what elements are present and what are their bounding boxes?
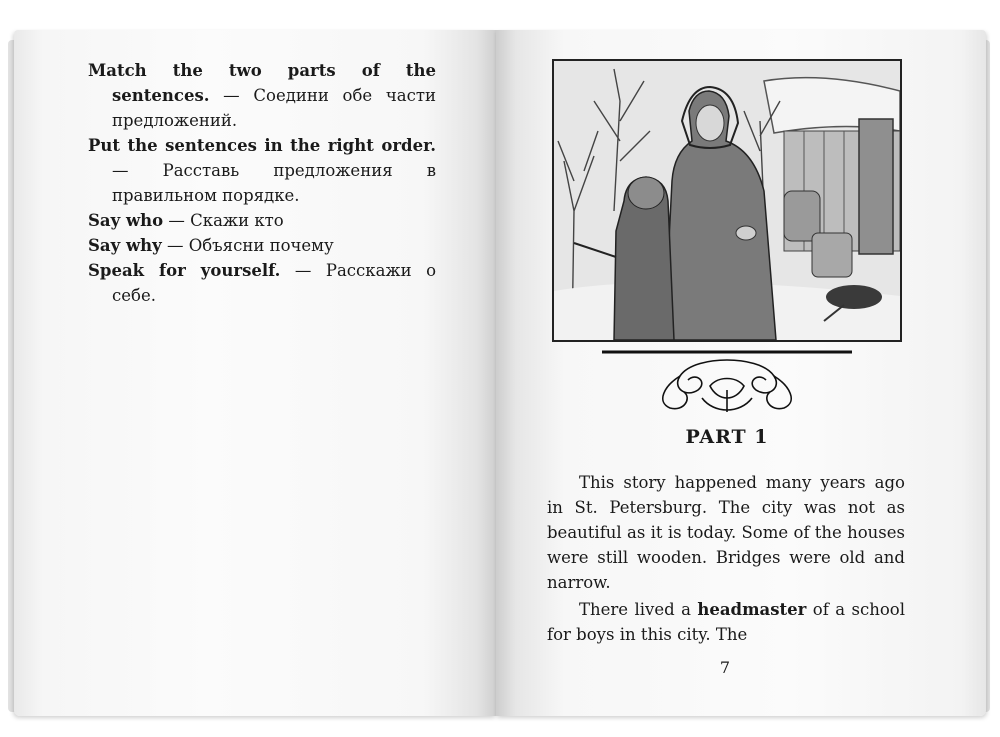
paragraph-text: There lived a [579,600,698,619]
glossary-translation: — Скажи кто [163,211,284,230]
story-illustration [552,59,902,342]
part-title: PART 1 [685,426,769,448]
glossary-entry [88,258,436,308]
story-text [547,470,905,647]
instruction-glossary [88,58,436,308]
glossary-term: Say why [88,236,162,255]
highlighted-word: headmaster [697,600,807,619]
glossary-translation: — Расставь предложения в правильном порядке. [112,161,436,205]
page-number: 7 [719,658,731,677]
paragraph-text: of a school for boys in this city. The [547,600,905,644]
glossary-translation: — Расскажи о себе. [112,261,436,305]
illustration-drawing [554,61,900,340]
glossary-entry [88,133,436,208]
glossary-term: Speak for yourself. [88,261,281,280]
ornament-divider [600,346,854,418]
glossary-term: Match the two parts of the sentences. [88,61,436,105]
glossary-entry [88,208,436,233]
glossary-entry [88,58,436,133]
story-paragraph [547,597,905,647]
story-paragraph: This story happened many years ago in St. Petersburg. The city was not as beautiful as it is today. Some of the houses were still wooden. Bridges were old and narrow. [547,473,905,592]
glossary-translation: — Соедини обе части предложений. [112,86,436,130]
glossary-term: Put the sentences in the right order. [88,136,436,155]
glossary-entry [88,233,436,258]
glossary-term: Say who [88,211,164,230]
glossary-translation: — Объясни почему [161,236,334,255]
